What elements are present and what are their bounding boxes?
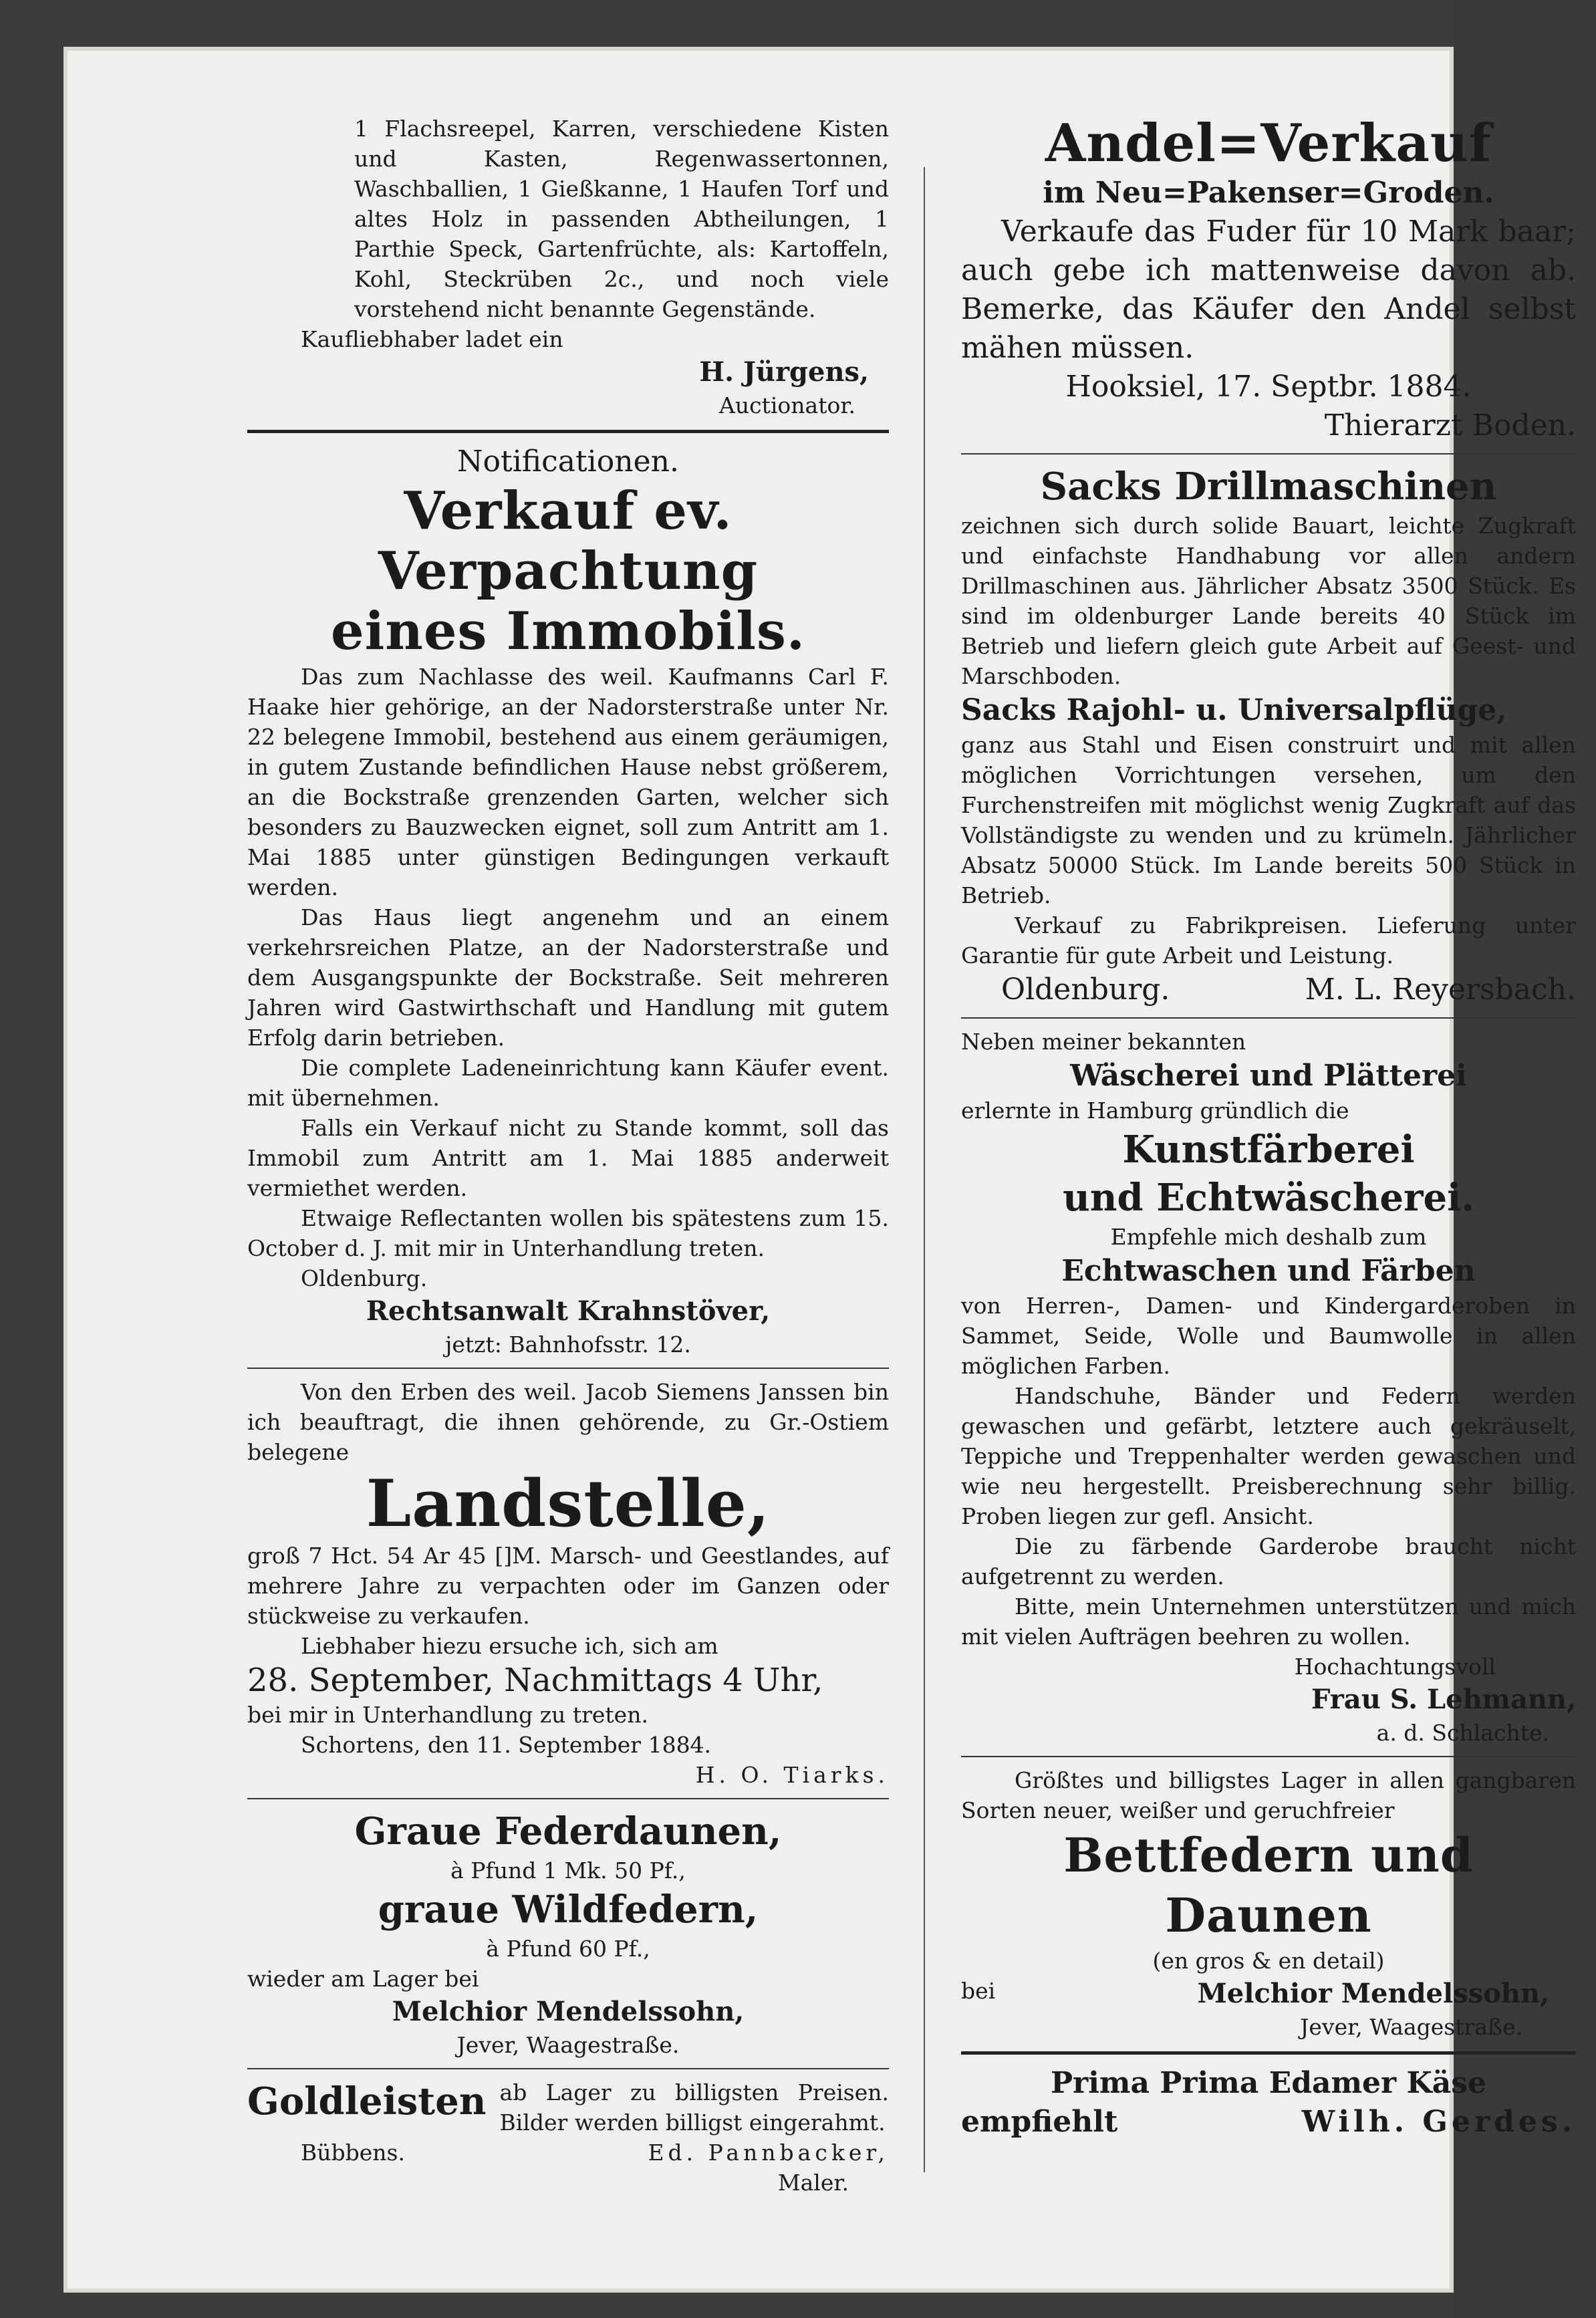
auctioneer-name: H. Jürgens, <box>699 356 869 388</box>
bedding-subtitle: (en gros & en detail) <box>1152 1948 1385 1974</box>
land-paragraph: Liebhaber hiezu ersuche ich, sich am <box>301 1633 718 1659</box>
andel-place: Hooksiel, 17. Septbr. 1884. <box>1065 370 1472 404</box>
frame-heading: Goldleisten <box>247 2079 487 2123</box>
andel-ad <box>961 114 1576 445</box>
laundry-heading-3: und Echtwäscherei. <box>1063 1176 1474 1220</box>
plough-paragraph: ganz aus Stahl und Eisen construirt und mit allen möglichen Vorrichtungen versehen, um den Furchenstreifen mit möglichst wenig Zugkraft auf das Vollständigste zu wenden und zu krümeln. Jährlicher Absatz 50000 Stück. Im Lande bereits 500 Stück in Betrieb. <box>961 732 1576 908</box>
laundry-paragraph: Die zu färbende Garderobe braucht nicht aufgetrennt zu werden. <box>961 1533 1576 1589</box>
machine-ad <box>961 463 1576 1009</box>
divider <box>961 1756 1576 1757</box>
feather-heading-1: Graue Federdaunen, <box>354 1809 782 1853</box>
land-signature: H. O. Tiarks. <box>695 1762 889 1788</box>
bedding-bei: bei <box>961 1978 996 2004</box>
machine-paragraph: zeichnen sich durch solide Bauart, leichte Zugkraft und einfachste Handhabung vor allen andern Drillmaschinen aus. Jährlicher Absatz 3500 Stück. Es sind im oldenburger Lande bereits 40 Stück im Betrieb und liefern gleich gute Arbeit auf Geest- und Marschboden. <box>961 513 1576 689</box>
divider <box>247 1798 889 1799</box>
auctioneer-title: Auctionator. <box>719 392 855 418</box>
sale-paragraph: Falls ein Verkauf nicht zu Stande kommt, soll das Immobil zum Antritt am 1. Mai 1885 anderweit vermiethet werden. <box>247 1115 889 1201</box>
bedding-address: Jever, Waagestraße. <box>1300 2014 1522 2040</box>
andel-subheading: im Neu=Pakenser=Groden. <box>1043 176 1494 210</box>
laundry-intro-2: erlernte in Hamburg gründlich die <box>961 1098 1349 1124</box>
laundry-paragraph: Handschuhe, Bänder und Federn werden gewaschen und gefärbt, letztere auch gekräuselt, Teppiche und Treppenhalter werden gewaschen und wie neu hergestellt. Preisberechnung sehr billig. Proben liegen zur gefl. Ansicht. <box>961 1383 1576 1529</box>
laundry-heading-4: Echtwaschen und Färben <box>1061 1254 1476 1288</box>
laundry-ad <box>961 1027 1576 1748</box>
feather-address: Jever, Waagestraße. <box>456 2032 680 2058</box>
frame-text: ab Lager zu billigsten Preisen. Bilder werden billigst eingerahmt. <box>499 2079 889 2136</box>
laundry-heading-2: Kunstfärberei <box>1122 1128 1415 1172</box>
plough-heading: Sacks Rajohl- u. Universalpflüge, <box>961 693 1507 727</box>
land-paragraph: bei mir in Unterhandlung zu treten. <box>247 1702 648 1728</box>
cheese-ad <box>961 2064 1576 2142</box>
feather-ad <box>247 1807 889 2060</box>
laundry-address: a. d. Schlachte. <box>1376 1720 1549 1746</box>
sale-heading-2: eines Immobils. <box>330 601 806 662</box>
land-intro: Von den Erben des weil. Jacob Siemens Janssen bin ich beauftragt, die ihnen gehörende, zu Gr.-Ostiem belegene <box>247 1379 889 1465</box>
sale-heading-1: Verkauf ev. Verpachtung <box>378 481 759 602</box>
machine-heading: Sacks Drillmaschinen <box>1040 465 1497 509</box>
bedding-intro: Größtes und billigstes Lager in allen gangbaren Sorten neuer, weißer und geruchfreier <box>961 1767 1576 1823</box>
sale-paragraph: Das Haus liegt angenehm und an einem verkehrsreichen Platze, an der Nadorsterstraße und dem Ausgangspunkte der Bockstraße. Seit mehreren Jahren wird Gastwirthschaft und Handlung mit gutem Erfolg darin betrieben. <box>247 904 889 1051</box>
andel-heading: Andel=Verkauf <box>1045 113 1492 174</box>
left-column <box>247 114 889 2198</box>
plough-sale-terms: Verkauf zu Fabrikpreisen. Lieferung unter Garantie für gute Arbeit und Leistung. <box>961 912 1576 969</box>
land-heading: Landstelle, <box>366 1466 771 1541</box>
auction-invite: Kaufliebhaber ladet ein <box>301 326 563 352</box>
divider <box>247 1368 889 1369</box>
laundry-signature: Frau S. Lehmann, <box>1311 1684 1576 1715</box>
land-date: 28. September, Nachmittags 4 Uhr, <box>247 1662 823 1699</box>
laundry-paragraph: von Herren-, Damen- und Kindergarderoben in Sammet, Seide, Wolle und Baumwolle in allen möglichen Farben. <box>961 1293 1576 1379</box>
frame-signature: Ed. Pannbacker, <box>648 2140 889 2166</box>
laundry-intro: Neben meiner bekannten <box>961 1029 1246 1055</box>
cheese-heading: Prima Prima Edamer Käse <box>1050 2066 1487 2100</box>
laundry-regards: Hochachtungsvoll <box>1294 1654 1496 1680</box>
andel-text: Verkaufe das Fuder für 10 Mark baar; auch gebe ich mattenweise davon ab. Bemerke, das Käufer den Andel selbst mähen müssen. <box>961 215 1576 365</box>
notifications-heading: Notificationen. <box>457 444 679 479</box>
divider <box>247 2068 889 2069</box>
divider <box>961 1017 1576 1019</box>
bedding-heading: Bettfedern und Daunen <box>1063 1827 1474 1943</box>
sale-paragraph: Die complete Ladeneinrichtung kann Käufer event. mit übernehmen. <box>247 1055 889 1111</box>
land-place: Schortens, den 11. September 1884. <box>301 1732 712 1758</box>
right-column <box>961 114 1576 2142</box>
cheese-recommend: empfiehlt <box>961 2105 1118 2139</box>
land-paragraph: groß 7 Hct. 54 Ar 45 []M. Marsch- und Geestlandes, auf mehrere Jahre zu verpachten oder im Ganzen oder stückweise zu verkaufen. <box>247 1543 889 1629</box>
column-divider <box>924 167 925 2172</box>
bedding-signature: Melchior Mendelssohn, <box>1197 1978 1549 2009</box>
sale-address: jetzt: Bahnhofsstr. 12. <box>445 1331 691 1358</box>
andel-signature: Thierarzt Boden. <box>1324 408 1576 442</box>
cheese-signature: Wilh. Gerdes. <box>1301 2105 1576 2139</box>
land-lease-ad <box>247 1377 889 1790</box>
machine-place: Oldenburg. <box>1001 973 1170 1007</box>
feather-price-1: à Pfund 1 Mk. 50 Pf., <box>450 1857 686 1884</box>
laundry-heading-1: Wäscherei und Plätterei <box>1070 1059 1467 1093</box>
divider <box>247 430 889 433</box>
frame-place: Bübbens. <box>301 2140 405 2166</box>
sale-paragraph: Etwaige Reflectanten wollen bis spätestens zum 15. October d. J. mit mir in Unterhandlung treten. <box>247 1205 889 1261</box>
auction-text: 1 Flachsreepel, Karren, verschiedene Kisten und Kasten, Regenwassertonnen, Waschballien, 1 Gießkanne, 1 Haufen Torf und altes Holz in passenden Abtheilungen, 1 Parthie Speck, Gartenfrüchte, als: Kartoffeln, Kohl, Steckrüben 2c., und noch viele vorstehend nicht benannte Gegenstände. <box>354 116 889 322</box>
immobile-sale-ad <box>247 442 889 1360</box>
sale-place: Oldenburg. <box>301 1265 428 1291</box>
frame-ad <box>247 2077 889 2198</box>
laundry-recommend: Empfehle mich deshalb zum <box>1110 1224 1427 1250</box>
frame-title: Maler. <box>777 2170 849 2196</box>
feather-stock: wieder am Lager bei <box>247 1966 479 1992</box>
laundry-paragraph: Bitte, mein Unternehmen unterstützen und mich mit vielen Aufträgen beehren zu wollen. <box>961 1593 1576 1650</box>
feather-price-2: à Pfund 60 Pf., <box>486 1936 650 1962</box>
divider <box>961 453 1576 455</box>
auction-ad <box>247 114 889 420</box>
sale-paragraph: Das zum Nachlasse des weil. Kaufmanns Carl F. Haake hier gehörige, an der Nadorsterstraße unter Nr. 22 belegene Immobil, bestehend aus einem geräumigen, in gutem Zustande befindlichen Hause nebst größerem, an die Bockstraße grenzenden Garten, welcher sich besonders zu Bauzwecken eignet, soll zum Antritt am 1. Mai 1885 unter günstigen Bedingungen verkauft werden. <box>247 664 889 900</box>
divider <box>961 2051 1576 2055</box>
machine-signature: M. L. Reyersbach. <box>1305 973 1576 1007</box>
feather-heading-2: graue Wildfedern, <box>378 1888 759 1932</box>
bedding-ad <box>961 1765 1576 2042</box>
sale-signature: Rechtsanwalt Krahnstöver, <box>366 1295 771 1327</box>
feather-signature: Melchior Mendelssohn, <box>392 1996 745 2027</box>
